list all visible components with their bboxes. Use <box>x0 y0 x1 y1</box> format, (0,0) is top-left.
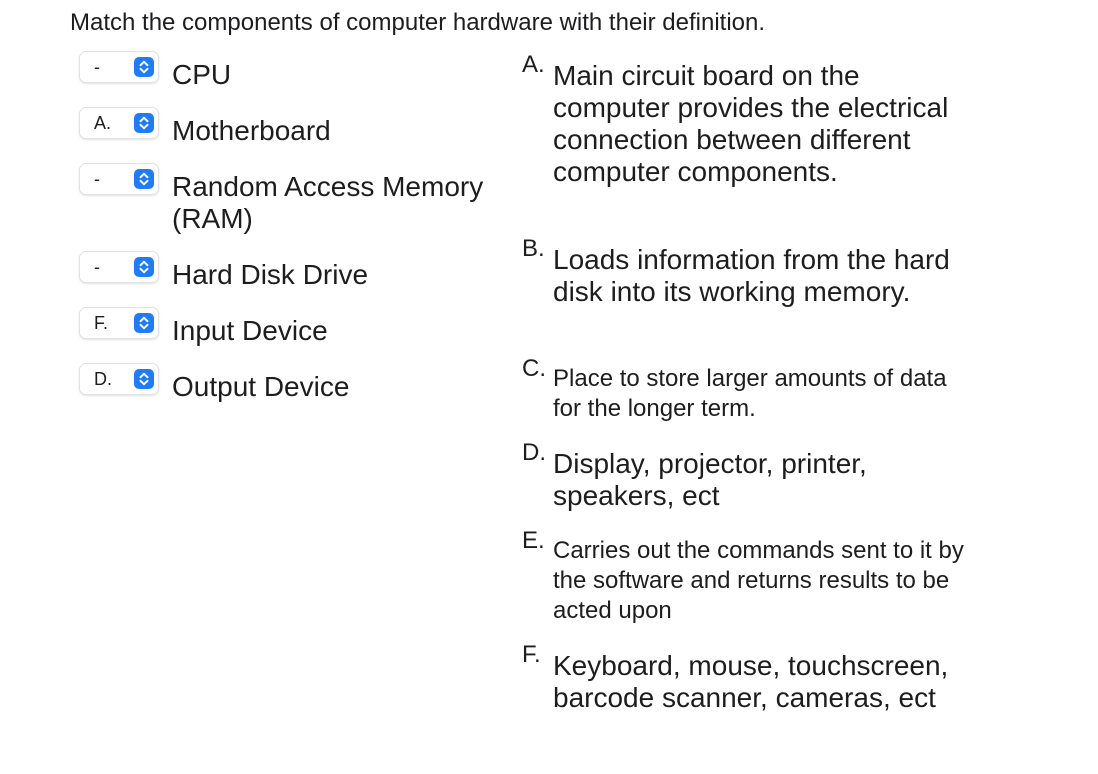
definition-letter: E. <box>522 527 545 554</box>
chevron-up-down-icon <box>134 257 154 277</box>
answer-select-cpu[interactable] <box>79 51 159 83</box>
definition-d <box>522 440 992 528</box>
definition-text: Place to store larger amounts of data for the longer term. <box>553 365 947 422</box>
chevron-up-down-icon <box>134 313 154 333</box>
term-label: Motherboard <box>172 115 331 146</box>
chevron-up-down-icon <box>134 369 154 389</box>
match-row-motherboard <box>79 106 519 162</box>
definition-text: Display, projector, printer, speakers, ect <box>553 448 867 511</box>
match-row-hard-disk-drive <box>79 250 519 306</box>
definition-letter: F. <box>522 641 541 668</box>
definition-text: Carries out the commands sent to it by the software and returns results to be acted upon <box>553 537 964 624</box>
term-label: Input Device <box>172 315 328 346</box>
selected-value: A. <box>94 113 112 133</box>
match-row-output-device <box>79 362 519 418</box>
answer-select-motherboard[interactable] <box>79 107 159 139</box>
chevron-up-down-icon <box>134 57 154 77</box>
definition-f <box>522 642 992 752</box>
match-list <box>79 50 519 418</box>
selected-value: - <box>94 57 100 77</box>
question-prompt: Match the components of computer hardware with their definition. <box>70 9 766 36</box>
definition-letter: C. <box>522 355 546 382</box>
definition-a <box>522 52 992 236</box>
match-row-ram <box>79 162 519 250</box>
selected-value: D. <box>94 369 112 389</box>
definition-letter: B. <box>522 235 545 262</box>
selected-value: - <box>94 257 100 277</box>
selected-value: F. <box>94 313 109 333</box>
definition-text: Loads information from the hard disk into its working memory. <box>553 244 950 307</box>
definition-text: Keyboard, mouse, touchscreen, barcode scanner, cameras, ect <box>553 650 949 713</box>
term-label: Random Access Memory (RAM) <box>172 171 484 234</box>
term-label: CPU <box>172 59 232 90</box>
match-row-cpu <box>79 50 519 106</box>
definition-b <box>522 236 992 356</box>
definition-list <box>522 52 992 752</box>
answer-select-input-device[interactable] <box>79 307 159 339</box>
definition-letter: A. <box>522 51 545 78</box>
definition-letter: D. <box>522 439 546 466</box>
term-label: Hard Disk Drive <box>172 259 369 290</box>
definition-text: Main circuit board on the computer provides the electrical connection between different computer components. <box>553 60 949 187</box>
definition-e <box>522 528 992 642</box>
match-row-input-device <box>79 306 519 362</box>
chevron-up-down-icon <box>134 169 154 189</box>
chevron-up-down-icon <box>134 113 154 133</box>
answer-select-ram[interactable] <box>79 163 159 195</box>
answer-select-hard-disk-drive[interactable] <box>79 251 159 283</box>
definition-c <box>522 356 992 440</box>
answer-select-output-device[interactable] <box>79 363 159 395</box>
selected-value: - <box>94 169 100 189</box>
term-label: Output Device <box>172 371 350 402</box>
